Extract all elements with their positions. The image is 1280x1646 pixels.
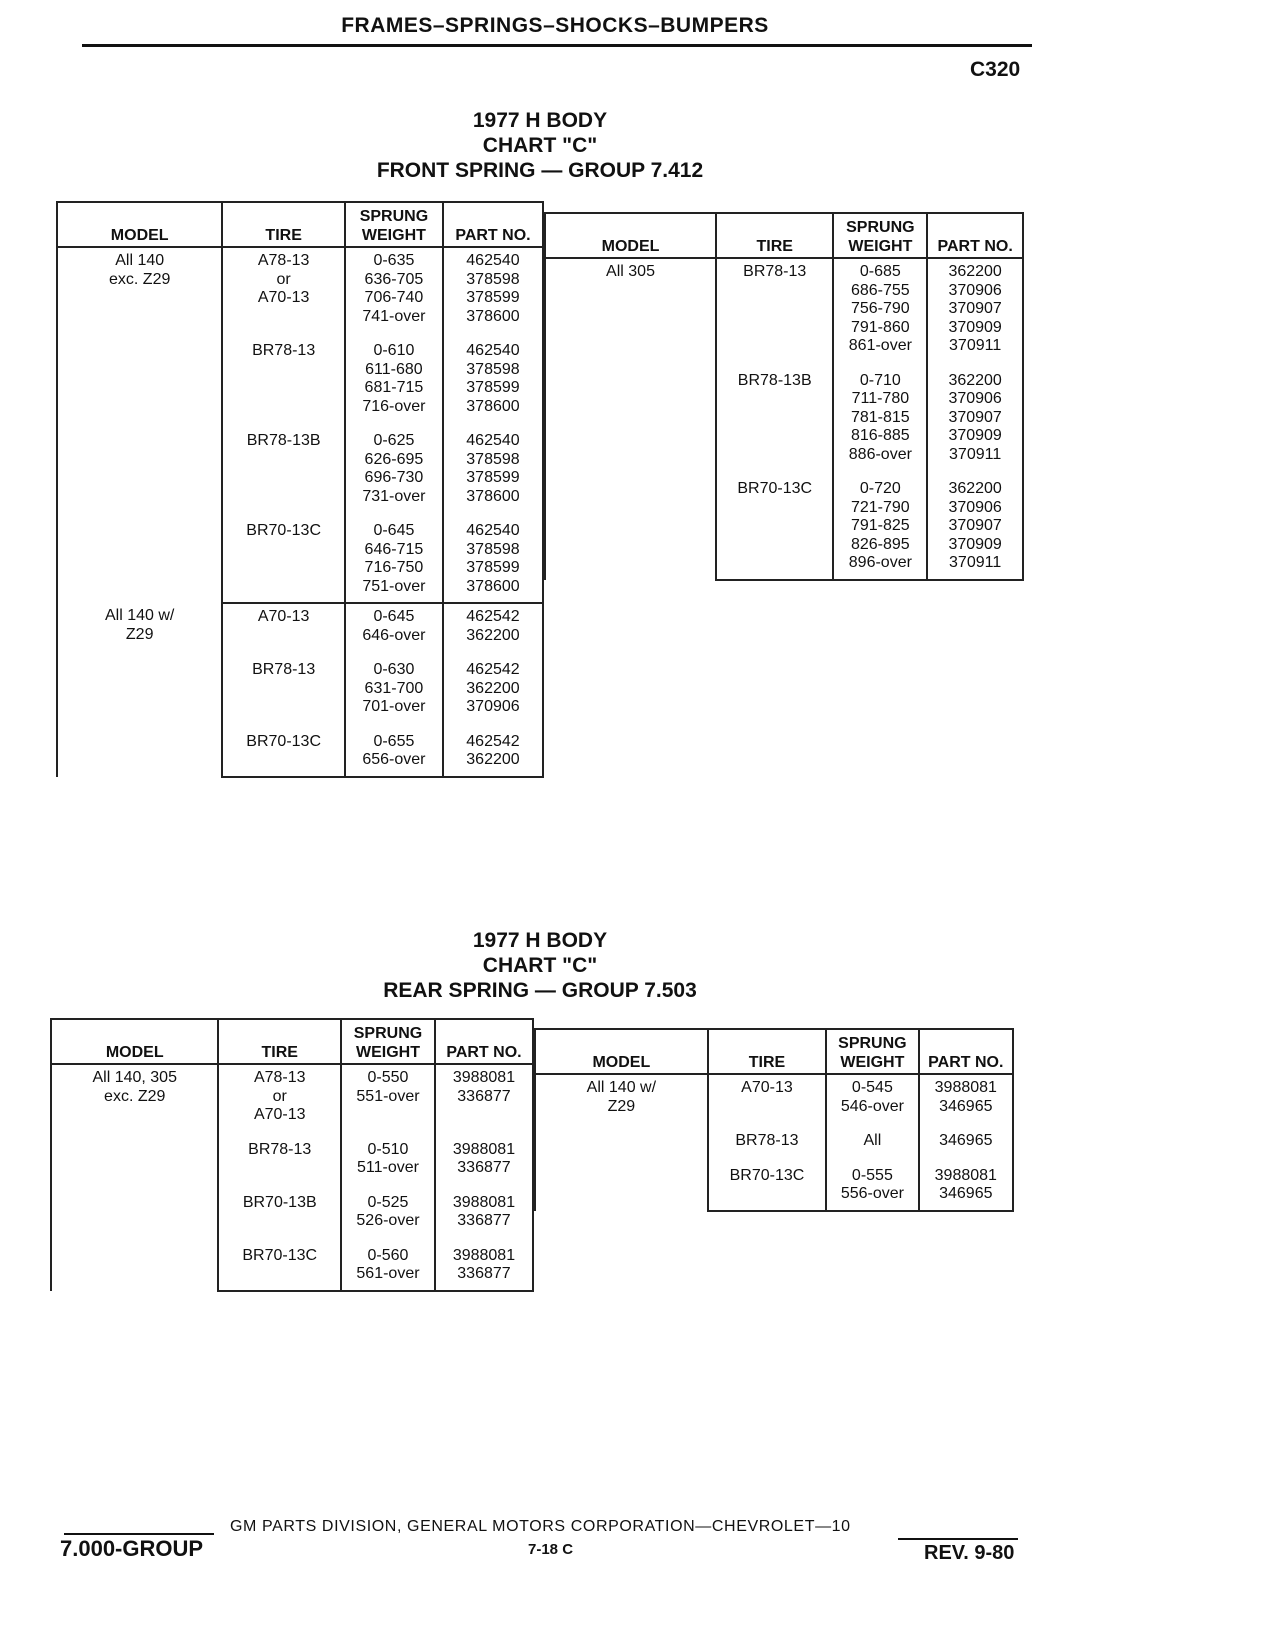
header-part-no: PART NO.: [443, 202, 543, 247]
header-model: MODEL: [535, 1029, 708, 1074]
tire-cell: A70-13: [222, 603, 345, 645]
footer-rule-left: [64, 1533, 214, 1535]
part-no-cell: 362200 370906 370907 370909 370911: [927, 464, 1023, 580]
tire-cell: BR78-13: [716, 258, 833, 356]
header-part-no: PART NO.: [919, 1029, 1013, 1074]
sprung-weight-cell: 0-630 631-700 701-over: [345, 645, 443, 717]
sprung-weight-cell: 0-545 546-over: [826, 1074, 918, 1116]
part-no-cell: 3988081 336877: [435, 1064, 533, 1125]
tire-cell: BR78-13B: [222, 416, 345, 506]
footer-revision: REV. 9-80: [924, 1542, 1015, 1564]
sprung-weight-cell: 0-555 556-over: [826, 1151, 918, 1211]
part-no-cell: 462542 362200 370906: [443, 645, 543, 717]
sprung-weight-cell: 0-635 636-705 706-740 741-over: [345, 247, 443, 326]
part-no-cell: 362200 370906 370907 370909 370911: [927, 258, 1023, 356]
part-no-cell: 462540 378598 378599 378600: [443, 247, 543, 326]
header-sprung-weight: SPRUNG WEIGHT: [833, 213, 927, 258]
tire-cell: BR70-13C: [222, 506, 345, 603]
sprung-weight-cell: 0-645 646-715 716-750 751-over: [345, 506, 443, 603]
header-part-no: PART NO.: [927, 213, 1023, 258]
part-no-cell: 462542 362200: [443, 603, 543, 645]
table-row: [57, 247, 543, 326]
front-spring-table-left: [56, 201, 544, 778]
tire-cell: BR70-13C: [218, 1231, 341, 1291]
model-cell: All 140 w/ Z29: [535, 1074, 708, 1211]
tire-cell: BR70-13C: [222, 717, 345, 777]
sprung-weight-cell: All: [826, 1116, 918, 1151]
table-row: [535, 1074, 1013, 1116]
part-no-cell: 3988081 336877: [435, 1231, 533, 1291]
rear-title-line-2: CHART "C": [482, 954, 598, 977]
table-header: [545, 213, 1023, 258]
tire-cell: BR78-13: [222, 326, 345, 416]
front-title-line-3: FRONT SPRING — GROUP 7.412: [376, 159, 704, 182]
sprung-weight-cell: 0-560 561-over: [341, 1231, 435, 1291]
header-part-no: PART NO.: [435, 1019, 533, 1064]
table-header: [535, 1029, 1013, 1074]
header-sprung-weight: SPRUNG WEIGHT: [345, 202, 443, 247]
tire-cell: BR78-13: [218, 1125, 341, 1178]
rear-title-line-3: REAR SPRING — GROUP 7.503: [383, 979, 697, 1002]
part-no-cell: 462542 362200: [443, 717, 543, 777]
rear-spring-table-left: [50, 1018, 534, 1292]
tire-cell: BR70-13C: [716, 464, 833, 580]
model-cell: All 140 exc. Z29: [57, 247, 222, 603]
sprung-weight-cell: 0-720 721-790 791-825 826-895 896-over: [833, 464, 927, 580]
part-no-cell: 462540 378598 378599 378600: [443, 326, 543, 416]
sprung-weight-cell: 0-710 711-780 781-815 816-885 886-over: [833, 356, 927, 465]
tire-cell: BR70-13B: [218, 1178, 341, 1231]
table-row: [545, 258, 1023, 356]
tire-cell: BR78-13B: [716, 356, 833, 465]
header-tire: TIRE: [708, 1029, 826, 1074]
header-tire: TIRE: [222, 202, 345, 247]
front-title-line-1: 1977 H BODY: [472, 109, 608, 132]
part-no-cell: 346965: [919, 1116, 1013, 1151]
footer-group: 7.000-GROUP: [60, 1536, 204, 1561]
part-no-cell: 3988081 336877: [435, 1178, 533, 1231]
table-header: [51, 1019, 533, 1064]
page-header-title: FRAMES–SPRINGS–SHOCKS–BUMPERS: [341, 14, 769, 37]
part-no-cell: 3988081 346965: [919, 1074, 1013, 1116]
sprung-weight-cell: 0-655 656-over: [345, 717, 443, 777]
model-cell: All 305: [545, 258, 716, 580]
tire-cell: BR70-13C: [708, 1151, 826, 1211]
rear-spring-title: [0, 928, 1080, 1003]
tire-cell: A78-13 or A70-13: [222, 247, 345, 326]
header-sprung-weight: SPRUNG WEIGHT: [826, 1029, 918, 1074]
footer-rule-right: [898, 1538, 1018, 1540]
footer-page-number: 7-18 C: [528, 1541, 574, 1558]
model-cell: All 140 w/ Z29: [57, 603, 222, 777]
table-row: [57, 603, 543, 645]
front-spring-table-right: [544, 212, 1024, 581]
header-model: MODEL: [57, 202, 222, 247]
table-header: [57, 202, 543, 247]
tire-cell: A70-13: [708, 1074, 826, 1116]
header-tire: TIRE: [218, 1019, 341, 1064]
header-model: MODEL: [51, 1019, 218, 1064]
header-model: MODEL: [545, 213, 716, 258]
sprung-weight-cell: 0-625 626-695 696-730 731-over: [345, 416, 443, 506]
rear-title-line-1: 1977 H BODY: [472, 929, 608, 952]
part-no-cell: 462540 378598 378599 378600: [443, 416, 543, 506]
part-no-cell: 462540 378598 378599 378600: [443, 506, 543, 603]
table-row: [51, 1064, 533, 1125]
sprung-weight-cell: 0-550 551-over: [341, 1064, 435, 1125]
sprung-weight-cell: 0-645 646-over: [345, 603, 443, 645]
part-no-cell: 3988081 346965: [919, 1151, 1013, 1211]
front-title-line-2: CHART "C": [482, 134, 598, 157]
rear-spring-table-right: [534, 1028, 1014, 1212]
part-no-cell: 3988081 336877: [435, 1125, 533, 1178]
page-code: C320: [970, 58, 1021, 81]
tire-cell: BR78-13: [222, 645, 345, 717]
model-cell: All 140, 305 exc. Z29: [51, 1064, 218, 1291]
sprung-weight-cell: 0-610 611-680 681-715 716-over: [345, 326, 443, 416]
header-rule: [82, 44, 1032, 47]
header-sprung-weight: SPRUNG WEIGHT: [341, 1019, 435, 1064]
front-spring-title: [0, 108, 1080, 183]
header-tire: TIRE: [716, 213, 833, 258]
tire-cell: BR78-13: [708, 1116, 826, 1151]
footer-publisher: GM PARTS DIVISION, GENERAL MOTORS CORPORATION—CHEVROLET—10: [230, 1518, 851, 1535]
part-no-cell: 362200 370906 370907 370909 370911: [927, 356, 1023, 465]
sprung-weight-cell: 0-525 526-over: [341, 1178, 435, 1231]
sprung-weight-cell: 0-510 511-over: [341, 1125, 435, 1178]
tire-cell: A78-13 or A70-13: [218, 1064, 341, 1125]
sprung-weight-cell: 0-685 686-755 756-790 791-860 861-over: [833, 258, 927, 356]
